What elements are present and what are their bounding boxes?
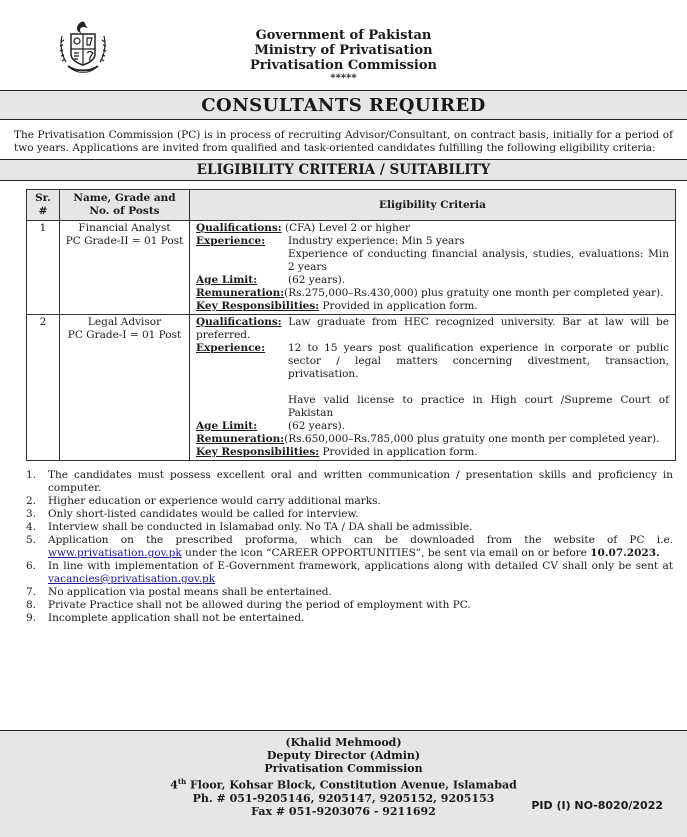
signatory-name: (Khalid Mehmood)	[285, 736, 402, 749]
remuneration-label: Remuneration:	[196, 433, 285, 445]
post-grade: PC Grade-I = 01 Post	[67, 329, 182, 341]
row-sr: 1	[27, 221, 60, 315]
experience-line2: Have valid license to practice in High court /Supreme Court of Pakistan	[288, 394, 669, 419]
item-text: Interview shall be conducted in Islamabad only. No TA / DA shall be admissible.	[48, 521, 473, 533]
email-link[interactable]: vacancies@privatisation.gov.pk	[48, 573, 216, 585]
experience-label: Experience:	[196, 342, 266, 354]
website-link[interactable]: www.privatisation.gov.pk	[48, 547, 182, 559]
key-responsibilities	[196, 300, 669, 313]
item-number: 4.	[26, 521, 37, 533]
item-text: Incomplete application shall not be entertained.	[48, 612, 305, 624]
age-limit-label: Age Limit:	[196, 274, 258, 286]
stars-divider: *****	[330, 73, 357, 84]
address-text: Floor, Kohsar Block, Constitution Avenue, Islamabad	[186, 778, 517, 792]
row-sr: 2	[27, 315, 60, 461]
list-item	[16, 599, 673, 612]
header	[14, 6, 673, 84]
government-title: Government of Pakistan	[255, 28, 432, 43]
qualifications-text: Law graduate from HEC recognized university. Bar at law will be preferred.	[196, 316, 669, 341]
qualifications-label: Qualifications:	[196, 222, 282, 234]
qualifications-text: (CFA) Level 2 or higher	[281, 222, 411, 234]
deadline-date: 10.07.2023.	[590, 547, 660, 559]
floor-suffix: th	[177, 777, 187, 786]
item-text: Private Practice shall not be allowed during the period of employment with PC.	[48, 599, 471, 611]
col-header-name-line2: No. of Posts	[89, 205, 160, 217]
remuneration	[196, 433, 669, 446]
table-row	[27, 221, 676, 315]
experience-line1: 12 to 15 years post qualification experience in corporate or public sector / legal matters concerning divestment, transaction, privatisation.	[288, 342, 669, 380]
item-text	[48, 534, 673, 560]
post-name: Financial Analyst	[78, 222, 171, 234]
key-responsibilities-text: Provided in application form.	[319, 300, 478, 312]
age-limit	[196, 274, 669, 287]
list-item	[16, 521, 673, 534]
item-text: Higher education or experience would carry additional marks.	[48, 495, 381, 507]
item-text: Only short-listed candidates would be called for interview.	[48, 508, 359, 520]
footer	[0, 730, 687, 837]
item-number: 5.	[26, 534, 37, 546]
eligibility-table	[26, 189, 676, 461]
item-text	[48, 560, 673, 586]
age-limit-label: Age Limit:	[196, 420, 258, 432]
age-limit-text: (62 years).	[288, 274, 346, 286]
item-number: 9.	[26, 612, 37, 624]
col-header-name	[60, 190, 190, 221]
item-text-part2: under the icon “CAREER OPPORTUNITIES”, be sent via email on or before	[181, 547, 591, 559]
floor-number: 4	[170, 778, 178, 792]
key-responsibilities-label: Key Responsibilities:	[196, 446, 320, 458]
key-responsibilities-text: Provided in application form.	[319, 446, 478, 458]
experience	[196, 342, 669, 381]
phone: Ph. # 051-9205146, 9205147, 9205152, 9205153	[192, 791, 495, 805]
table-row	[27, 315, 676, 461]
header-text	[14, 28, 673, 85]
list-item	[16, 508, 673, 521]
signatory-designation: Deputy Director (Admin)	[266, 749, 421, 762]
remuneration-text: (Rs.275,000–Rs.430,000) plus gratuity one month per completed year).	[284, 287, 664, 299]
pid-number: PID (I) NO-8020/2022	[531, 799, 663, 812]
key-responsibilities	[196, 446, 669, 459]
item-text-part1: Application on the prescribed proforma, which can be downloaded from the website of PC i.e.	[48, 534, 673, 546]
post-name: Legal Advisor	[87, 316, 162, 328]
remuneration	[196, 287, 669, 300]
fax: Fax # 051-9203076 - 9211692	[251, 804, 436, 818]
qualifications-label: Qualifications:	[196, 316, 282, 328]
remuneration-label: Remuneration:	[196, 287, 285, 299]
item-number: 7.	[26, 586, 37, 598]
row-criteria	[190, 315, 676, 461]
ministry-title: Ministry of Privatisation	[254, 43, 433, 58]
key-responsibilities-label: Key Responsibilities:	[196, 300, 320, 312]
col-header-sr: Sr. #	[27, 190, 60, 221]
item-number: 3.	[26, 508, 37, 520]
row-post	[60, 221, 190, 315]
item-number: 6.	[26, 560, 37, 572]
col-header-criteria: Eligibility Criteria	[190, 190, 676, 221]
col-header-name-line1: Name, Grade and	[73, 192, 176, 204]
row-post	[60, 315, 190, 461]
experience-line1: Industry experience: Min 5 years	[288, 235, 465, 247]
list-item	[16, 612, 673, 625]
experience	[196, 235, 669, 248]
signatory-org: Privatisation Commission	[264, 762, 423, 775]
intro-paragraph: The Privatisation Commission (PC) is in process of recruiting Advisor/Consultant, on contract basis, initially for a period of two years. Applications are invited from qualified and task-oriented candidates fulfilling the following eligibility criteria:	[14, 129, 673, 154]
remuneration-text: (Rs.650,000–Rs.785,000 plus gratuity one month per completed year).	[284, 433, 660, 445]
address	[0, 775, 687, 792]
table-header-row	[27, 190, 676, 221]
section-title: ELIGIBILITY CRITERIA / SUITABILITY	[0, 159, 687, 181]
post-grade: PC Grade-II = 01 Post	[65, 235, 184, 247]
item-text: No application via postal means shall be entertained.	[48, 586, 332, 598]
page-title: CONSULTANTS REQUIRED	[0, 90, 687, 120]
item-number: 8.	[26, 599, 37, 611]
item-text: The candidates must possess excellent oral and written communication / presentation skills and proficiency in computer.	[48, 469, 673, 494]
list-item	[16, 469, 673, 495]
list-item	[16, 495, 673, 508]
item-number: 1.	[26, 469, 37, 481]
list-item	[16, 560, 673, 586]
conditions-list	[16, 469, 673, 625]
experience-label: Experience:	[196, 235, 266, 247]
commission-title: Privatisation Commission	[250, 58, 437, 73]
qualifications	[196, 222, 669, 235]
item-text-part1: In line with implementation of E-Government framework, applications along with detailed CV shall only be sent at	[48, 560, 673, 572]
row-criteria	[190, 221, 676, 315]
list-item	[16, 534, 673, 560]
qualifications	[196, 316, 669, 342]
item-number: 2.	[26, 495, 37, 507]
age-limit-text: (62 years).	[288, 420, 346, 432]
list-item	[16, 586, 673, 599]
age-limit	[196, 420, 669, 433]
experience-line2: Experience of conducting financial analysis, studies, evaluations: Min 2 years	[288, 248, 669, 273]
